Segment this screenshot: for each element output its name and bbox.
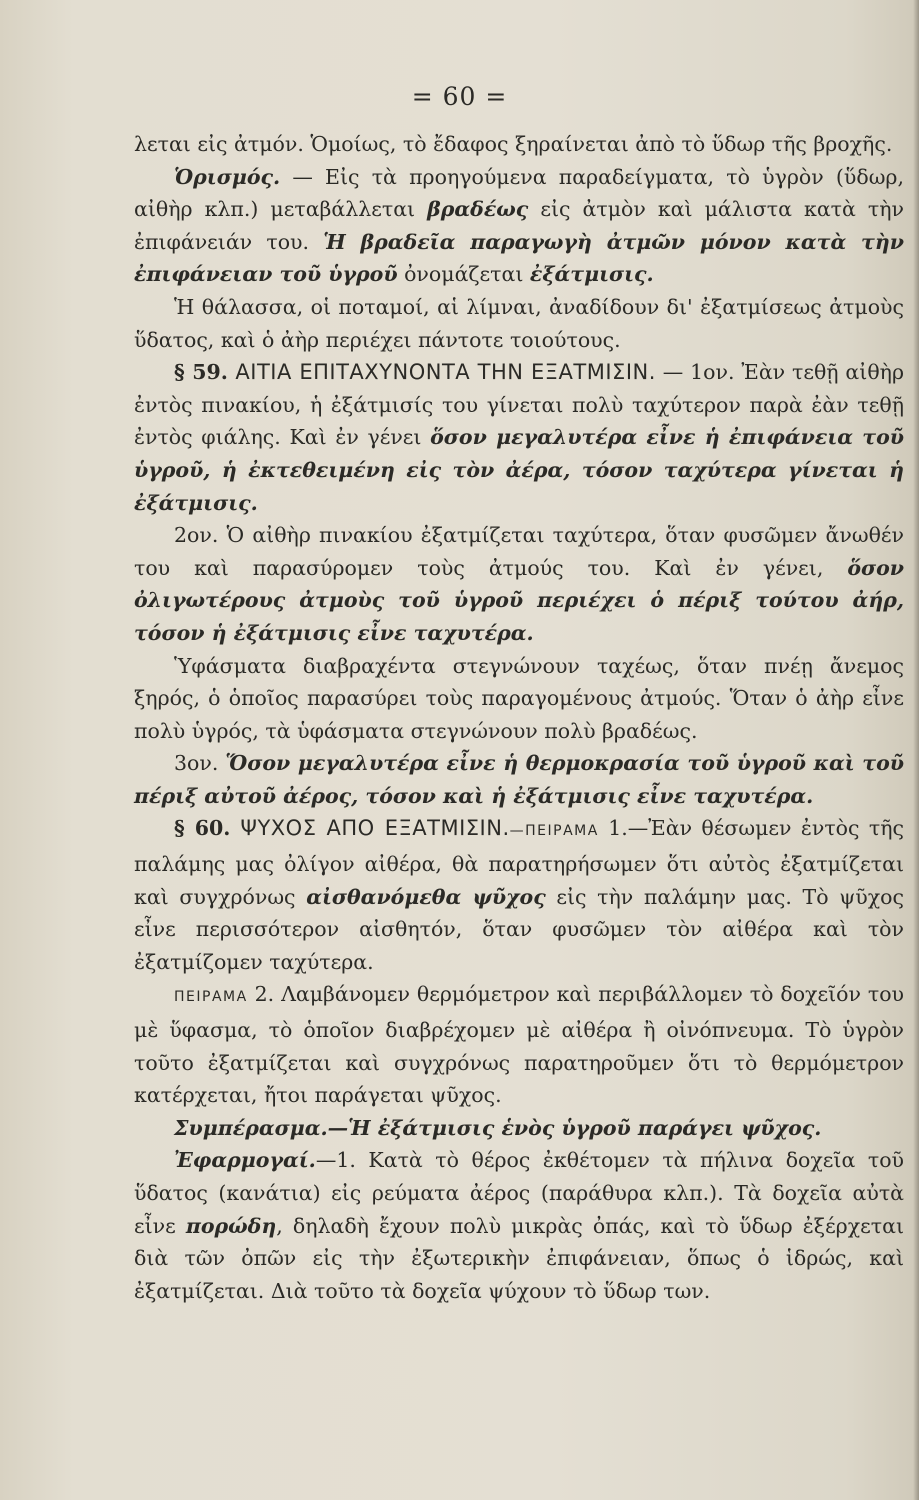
- section-title: ΑΙΤΙΑ ΕΠΙΤΑΧΥΝΟΝΤΑ ΤΗΝ ΕΞΑΤΜΙΣΙΝ.: [227, 360, 656, 385]
- emphasis: —Ἡ ἐξάτμισις ἑνὸς ὑγροῦ παράγει ψῦχος.: [327, 1115, 822, 1140]
- paragraph-experiment-2: [134, 978, 904, 1111]
- text: —1. Κατὰ τὸ θέρος ἐκθέτομεν τὰ πήλινα δοχεῖα τοῦ ὕδατος (κανάτια) εἰς ρεύματα ἀέρος (παράθυρα κλπ.). Τὰ δοχεῖα αὐτὰ εἶνε: [134, 1148, 904, 1238]
- text: 3ον.: [174, 751, 226, 776]
- text: λεται εἰς ἀτμόν. Ὁμοίως, τὸ ἔδαφος ξηραίνεται ἀπὸ τὸ ὕδωρ τῆς βροχῆς.: [134, 132, 893, 156]
- section-number: § 60.: [174, 816, 231, 841]
- emphasis: Ὅσον μεγαλυτέρα εἶνε ἡ θερμοκρασία τοῦ ὑγροῦ καὶ τοῦ πέριξ αὐτοῦ ἀέρος, τόσον καὶ ἡ ἐξάτμισις εἶνε ταχυτέρα.: [134, 751, 904, 808]
- emphasis: ἐξάτμισις.: [529, 262, 654, 287]
- text: — 1ον.: [655, 360, 735, 385]
- paragraph-third: [134, 747, 904, 812]
- paragraph-fabrics: [134, 650, 904, 748]
- section-60: [134, 812, 904, 978]
- text: — Εἰς τὰ προηγούμενα παραδείγματα, τὸ ὑγρὸν (ὕδωρ, αἰθὴρ κλπ.) μεταβάλλεται: [134, 164, 904, 222]
- emphasis: Ἡ βραδεῖα παραγωγὴ ἀτμῶν μόνον κατὰ τὴν ἐπιφάνειαν τοῦ ὑγροῦ: [134, 229, 904, 287]
- emphasis: αἰσθανόμεθα ψῦχος: [306, 884, 546, 909]
- text: Ὑφάσματα διαβραχέντα στεγνώνουν ταχέως, ὅταν πνέῃ ἄνεμος ξηρός, ὁ ὁποῖος παρασύρει τοὺς παραγομένους ἀτμούς. Ὅταν ὁ ἀὴρ εἶνε πολὺ ὑγρός, τὰ ὑφάσματα στεγνώνουν πολὺ βραδέως.: [134, 653, 904, 743]
- page-number: = 60 =: [411, 82, 508, 111]
- paragraph-conclusion: [134, 1112, 904, 1145]
- page-body: [134, 128, 904, 1307]
- experiment-label: ΠΕΙΡΑΜΑ: [174, 989, 248, 1006]
- page-edge-shadow: [913, 0, 919, 1500]
- text: 2ον. Ὁ αἰθὴρ πινακίου ἐξατμίζεται ταχύτερα, ὅταν φυσῶμεν ἄνωθέν του καὶ παρασύρομεν τοὺς ἀτμούς του. Καὶ ἐν γένει,: [134, 523, 904, 580]
- section-59: [134, 356, 904, 519]
- paragraph-continuation: [134, 128, 904, 161]
- paragraph-sea: [134, 291, 904, 356]
- text: 1.—Ἐὰν θέσωμεν ἐντὸς τῆς παλάμης μας ὀλίγον αἰθέρα, θὰ παρατηρήσωμεν ὅτι αὐτὸς ἐξατμίζεται καὶ συγχρόνως: [134, 816, 904, 909]
- term-definition: Ὁρισμός.: [174, 164, 281, 189]
- text: εἰς τὴν παλάμην μας. Τὸ ψῦχος εἶνε περισσότερον αἰσθητόν, ὅταν φυσῶμεν τὸν αἰθέρα καὶ τὸν ἐξατμίζομεν ταχύτερα.: [134, 884, 905, 974]
- emphasis: ὅσον μεγαλυτέρα εἶνε ἡ ἐπιφάνεια τοῦ ὑγροῦ, ἡ ἐκτεθειμένη εἰς τὸν ἀέρα, τόσον ταχύτερα γίνεται ἡ ἐξάτμισις.: [134, 425, 904, 515]
- emphasis: πορώδη: [185, 1213, 277, 1238]
- section-title: ΨΥΧΟΣ ΑΠΟ ΕΞΑΤΜΙΣΙΝ.: [230, 816, 510, 841]
- text: Ἐὰν τεθῇ αἰθὴρ ἐντὸς πινακίου, ἡ ἐξάτμισίς του γίνεται πολὺ ταχύτερον παρὰ ἐὰν τεθῇ ἐντὸς φιάλης. Καὶ ἐν γένει: [134, 360, 904, 450]
- term-applications: Ἐφαρμογαί.: [174, 1148, 316, 1173]
- paragraph-applications: [134, 1144, 904, 1307]
- emphasis: βραδέως: [427, 197, 529, 222]
- text: εἰς ἀτμὸν καὶ μάλιστα κατὰ τὴν ἐπιφάνειάν του.: [134, 197, 904, 254]
- text: , δηλαδὴ ἔχουν πολὺ μικρὰς ὀπάς, καὶ τὸ ὕδωρ ἐξέρχεται διὰ τῶν ὀπῶν εἰς τὴν ἐξωτερικὴν ἐπιφάνειαν, ὅπως ὁ ἱδρώς, καὶ ἐξατμίζεται. Διὰ τοῦτο τὰ δοχεῖα ψύχουν τὸ ὕδωρ των.: [134, 1213, 905, 1303]
- text: ὀνομάζεται: [397, 262, 530, 287]
- paragraph-second: [134, 519, 904, 649]
- emphasis: ὅσον ὀλιγωτέρους ἀτμοὺς τοῦ ὑγροῦ περιέχει ὁ πέριξ τούτου ἀήρ, τόσον ἡ ἐξάτμισις εἶνε ταχυτέρα.: [134, 555, 904, 645]
- text: 2. Λαμβάνομεν θερμόμετρον καὶ περιβάλλομεν τὸ δοχεῖόν του μὲ ὕφασμα, τὸ ὁποῖον διαβρέχομεν μὲ αἰθέρα ἢ οἰνόπνευμα. Τὸ ὑγρὸν τοῦτο ἐξατμίζεται καὶ συγχρόνως παρατηροῦμεν ὅτι τὸ θερμόμετρον κατέρχεται, ἤτοι παράγεται ψῦχος.: [134, 982, 904, 1108]
- text: Ἡ θάλασσα, οἱ ποταμοί, αἱ λίμναι, ἀναδίδουν δι' ἐξατμίσεως ἀτμοὺς ὕδατος, καὶ ὁ ἀὴρ περιέχει πάντοτε τοιούτους.: [134, 294, 904, 352]
- experiment-label: —ΠΕΙΡΑΜΑ: [509, 823, 599, 840]
- paragraph-definition: [134, 161, 904, 291]
- term-conclusion: Συμπέρασμα.: [174, 1115, 328, 1140]
- section-number: § 59.: [174, 360, 228, 385]
